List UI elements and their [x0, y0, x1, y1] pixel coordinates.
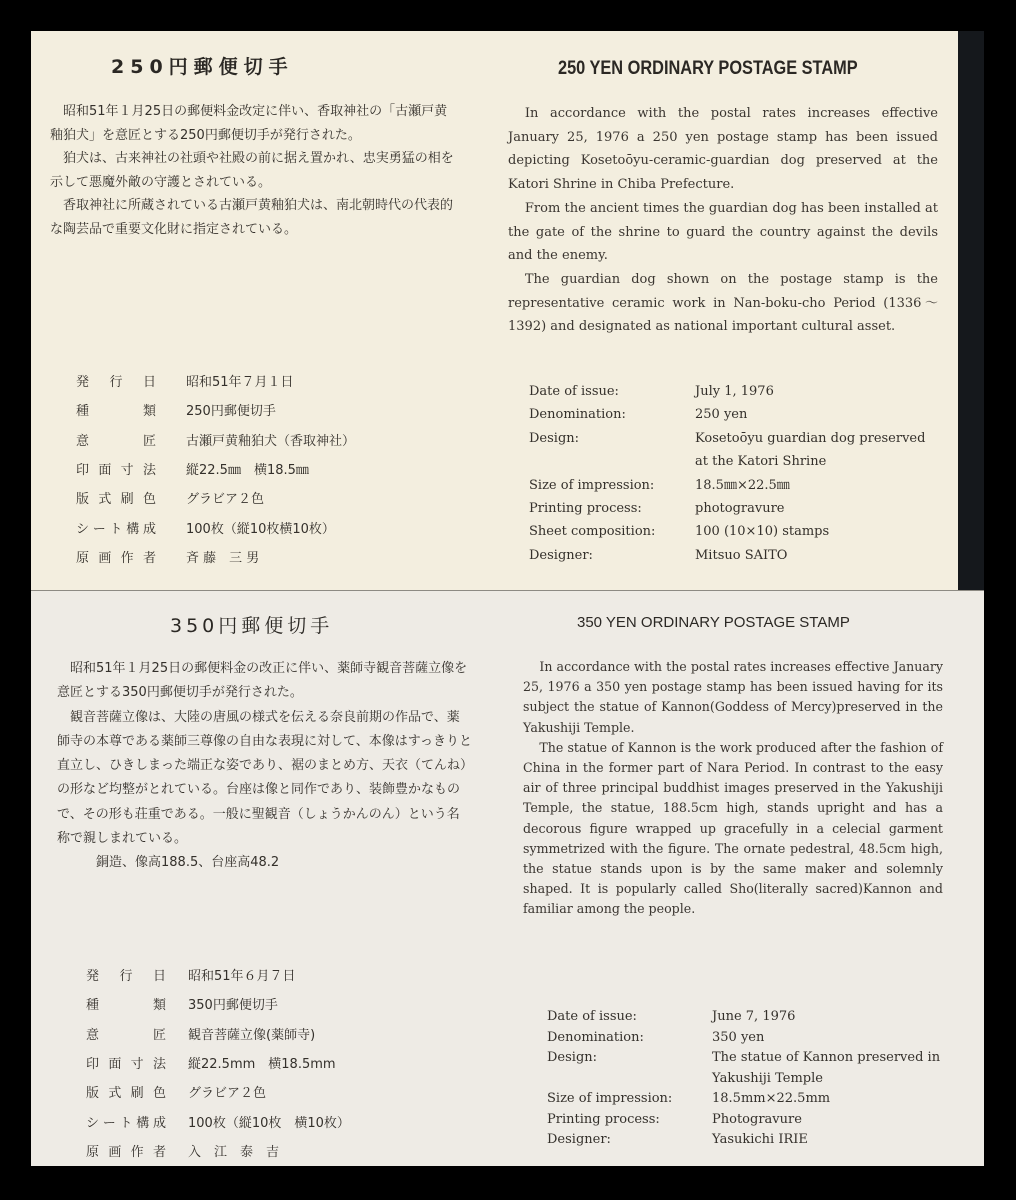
- spec-label: 版式刷色: [86, 1086, 166, 1102]
- spec-label: Printing process:: [547, 1111, 660, 1127]
- jp-title: 250円郵便切手: [111, 56, 294, 78]
- spec-label: Sheet composition:: [529, 524, 656, 540]
- spec-label: 意匠: [76, 433, 156, 449]
- en-description: [523, 657, 943, 920]
- spec-label: Printing process:: [529, 501, 642, 517]
- spec-value: July 1, 1976: [695, 384, 774, 399]
- en-description: [508, 102, 938, 339]
- spec-row: [529, 497, 929, 520]
- spec-label: 種類: [86, 998, 166, 1014]
- jp-spec-table: [86, 960, 486, 1165]
- spec-row: [76, 395, 476, 424]
- spec-row: [529, 474, 929, 497]
- dark-edge-strip: [958, 31, 984, 590]
- jp-paragraph: 昭和51年１月25日の郵便料金改定に伴い、香取神社の「古瀬戸黄釉狛犬」を意匠とする250円郵便切手が発行された。: [50, 104, 448, 143]
- spec-value: 縦22.5㎜ 横18.5㎜: [186, 463, 309, 479]
- spec-row: [547, 1130, 947, 1151]
- spec-label: 版式刷色: [76, 492, 156, 508]
- spec-label: Designer:: [547, 1132, 611, 1147]
- spec-value: 250 yen: [695, 407, 748, 423]
- spec-value: グラビア２色: [188, 1086, 267, 1102]
- spec-row: [529, 403, 929, 426]
- spec-value: 350円郵便切手: [188, 998, 278, 1014]
- jp-paragraph: 昭和51年１月25日の郵便料金の改正に伴い、薬師寺観音菩薩立像を意匠とする350円郵便切手が発行された。: [57, 661, 468, 701]
- spec-label: Denomination:: [529, 407, 626, 423]
- spec-label: 発行日: [86, 969, 166, 985]
- spec-row: [547, 1007, 947, 1028]
- jp-paragraph: 狛犬は、古来神社の社頭や社殿の前に据え置かれ、忠実勇猛の相を示して悪魔外敵の守護とされている。: [50, 151, 454, 190]
- spec-row: [547, 1028, 947, 1049]
- stamp-card-350-yen: [31, 590, 984, 1166]
- spec-row: [86, 960, 486, 989]
- spec-row: [76, 366, 476, 395]
- spec-label: シート構成: [86, 1115, 166, 1131]
- spec-row: [86, 1106, 486, 1135]
- jp-spec-table: [76, 366, 476, 571]
- spec-row: [529, 520, 929, 543]
- spec-label: 原画作者: [86, 1144, 166, 1160]
- jp-description: [50, 100, 460, 241]
- spec-value: 18.5㎜×22.5㎜: [695, 477, 790, 493]
- en-title: 250 YEN ORDINARY POSTAGE STAMP: [558, 58, 858, 79]
- spec-label: Designer:: [529, 547, 593, 563]
- en-spec-table: [547, 1007, 947, 1151]
- spec-value: 100枚（縦10枚 横10枚）: [188, 1115, 350, 1131]
- jp-title: 350円郵便切手: [170, 615, 334, 637]
- spec-value: June 7, 1976: [712, 1009, 796, 1024]
- spec-row: [76, 425, 476, 454]
- en-paragraph: The statue of Kannon is the work produced after the fashion of China in the former part of Nara Period. In contrast to the easy air of three principal buddhist images preserved in the Yakushiji Temple, the statue, 188.5cm high, stands upright and has a decorous figure wrapped up gracefully in a celecial garment symmetrized with the figure. The ornate pedestral, 48.5cm high, the statue stands upon is by the same maker and solemnly shaped. It is popularly called Sho(literally sacred)Kannon and familiar among the people.: [523, 739, 943, 917]
- en-paragraph: The guardian dog shown on the postage stamp is the representative ceramic work in Nan-boku-cho Period (1336～1392) and designated as national important cultural asset.: [508, 271, 938, 335]
- spec-row: [86, 1019, 486, 1048]
- spec-value: 250円郵便切手: [186, 404, 276, 420]
- spec-label: Size of impression:: [547, 1091, 673, 1106]
- spec-row: [547, 1089, 947, 1110]
- spec-row: [86, 1077, 486, 1106]
- jp-description: [57, 657, 472, 876]
- en-title: 350 YEN ORDINARY POSTAGE STAMP: [577, 614, 850, 631]
- spec-label: 種類: [76, 404, 156, 420]
- spec-row: [529, 544, 929, 567]
- spec-value: 100 (10×10) stamps: [695, 524, 830, 540]
- spec-row: [76, 512, 476, 541]
- spec-value: 入 江 泰 吉: [188, 1144, 280, 1160]
- spec-label: 原画作者: [76, 550, 156, 566]
- spec-row: [86, 1136, 486, 1165]
- spec-value: 昭和51年６月７日: [188, 969, 296, 985]
- spec-value: The statue of Kannon preserved in Yakushiji Temple: [712, 1050, 941, 1086]
- spec-value: Photogravure: [712, 1111, 802, 1127]
- en-spec-table: [529, 380, 929, 567]
- spec-label: 意匠: [86, 1027, 166, 1043]
- spec-row: [529, 380, 929, 403]
- en-paragraph: In accordance with the postal rates increases effective January 25, 1976 a 250 yen postage stamp has been issued depicting Kosetoōyu-ceramic-guardian dog preserved at the Katori Shrine in Chiba Prefecture.: [508, 106, 938, 193]
- spec-row: [547, 1048, 947, 1089]
- spec-value: 18.5mm×22.5mm: [712, 1091, 831, 1106]
- stamp-card-250-yen: [31, 31, 958, 590]
- en-paragraph: From the ancient times the guardian dog has been installed at the gate of the shrine to guard the country against the devils and the enemy.: [508, 200, 938, 264]
- spec-label: Size of impression:: [529, 477, 655, 493]
- spec-row: [547, 1110, 947, 1131]
- jp-paragraph: 香取神社に所蔵されている古瀬戸黄釉狛犬は、南北朝時代の代表的な陶芸品で重要文化財に指定されている。: [50, 198, 454, 237]
- spec-row: [76, 542, 476, 571]
- spec-value: Kosetoōyu guardian dog preserved at the Katori Shrine: [695, 430, 926, 470]
- spec-label: Date of issue:: [529, 384, 619, 399]
- spec-value: 斉 藤 三 男: [186, 550, 260, 566]
- spec-label: Date of issue:: [547, 1009, 637, 1024]
- jp-paragraph: 銅造、像高188.5、台座高48.2: [96, 855, 280, 871]
- spec-row: [76, 483, 476, 512]
- spec-row: [529, 427, 929, 474]
- spec-value: 100枚（縦10枚横10枚）: [186, 521, 335, 537]
- spec-value: 古瀬戸黄釉狛犬（香取神社）: [186, 433, 356, 449]
- spec-label: Design:: [547, 1050, 598, 1065]
- spec-row: [76, 454, 476, 483]
- spec-value: 350 yen: [712, 1029, 765, 1045]
- spec-label: シート構成: [76, 521, 156, 537]
- spec-label: 印面寸法: [76, 463, 156, 479]
- spec-row: [86, 989, 486, 1018]
- spec-label: Denomination:: [547, 1029, 644, 1045]
- spec-value: 観音菩薩立像(薬師寺): [188, 1027, 316, 1043]
- spec-value: Mitsuo SAITO: [695, 547, 788, 563]
- spec-value: 昭和51年７月１日: [186, 375, 294, 391]
- spec-label: 発行日: [76, 375, 156, 391]
- spec-value: 縦22.5mm 横18.5mm: [188, 1057, 336, 1073]
- en-paragraph: In accordance with the postal rates increases effective January 25, 1976 a 350 yen postage stamp has been issued having for its subject the statue of Kannon(Goddess of Mercy)preserved in the Yakushiji Temple.: [523, 659, 943, 735]
- spec-value: Yasukichi IRIE: [712, 1132, 808, 1147]
- spec-label: 印面寸法: [86, 1057, 166, 1073]
- spec-row: [86, 1048, 486, 1077]
- jp-paragraph: 観音菩薩立像は、大陸の唐風の様式を伝える奈良前期の作品で、薬師寺の本尊である薬師三尊像の自由な表現に対して、本像はすっきりと直立し、ひきしまった端正な姿であり、裾のまとめ方、天衣（てんね）の形など均整がとれている。台座は像と同作であり、装飾豊かなもので、その形も荘重である。一般に聖観音（しょうかんのん）という名称で親しまれている。: [57, 709, 472, 847]
- spec-value: photogravure: [695, 501, 785, 517]
- spec-value: グラビア２色: [186, 492, 265, 508]
- spec-label: Design:: [529, 430, 580, 446]
